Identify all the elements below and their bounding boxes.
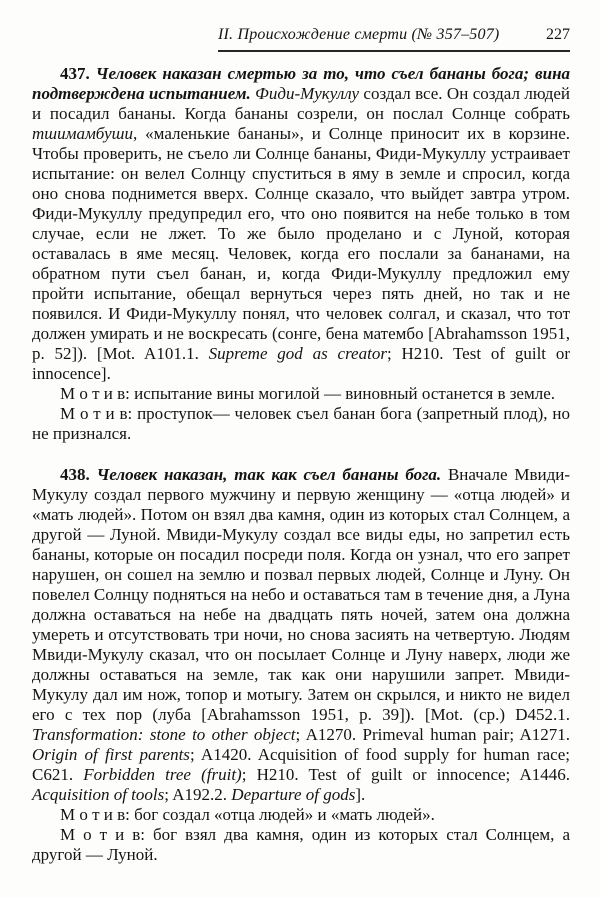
- text-block: [32, 64, 570, 865]
- page-number: 227: [546, 26, 570, 43]
- running-head: [32, 26, 570, 52]
- running-head-row: [218, 26, 570, 50]
- running-title: II. Происхождение смерти (№ 357–507): [218, 26, 500, 43]
- header-rule: [218, 50, 570, 52]
- entry-437-paragraph: 437. Человек наказан смертью за то, что съел бананы бога; вина подтверждена испытанием. Фиди-Мукуллу создал все. Он создал людей и посадил бананы. Когда бананы созрели, он послал Солнце собрать тшимамбуши, «маленькие бананы», и Солнце приносит их в корзине. Чтобы проверить, не съело ли Солнце бананы, Фиди-Мукуллу устраивает испытание: он велел Солнцу спуститься в яму в земле и спросил, когда оно снова поднимется вверх. Солнце сказало, что выйдет завтра утром. Фиди-Мукуллу предупредил его, что оно появится на небе только в том случае, если не лжет. То же было проделано и с Луной, которая оставалась в яме месяц. Человек, когда его послали за бананами, на обратном пути съел банан, и, когда Фиди-Мукуллу предложил ему пройти испытание, обещал вернуться через пять дней, но так и не появился. И Фиди-Мукуллу понял, что человек солгал, и сказал, что тот должен умирать и не воскресать (сонге, бена матембо [Abrahamsson 1951, p. 52]). [Mot. A101.1. Supreme god as creator; H210. Test of guilt or innocence].: [32, 64, 571, 383]
- entry-437-motif-1: М о т и в: испытание вины могилой — виновный останется в земле.: [60, 384, 556, 403]
- entry-438-motif-1: М о т и в: бог создал «отца людей» и «мать людей».: [60, 805, 435, 824]
- entry-438-paragraph: 438. Человек наказан, так как съел бананы бога. Вначале Мвиди-Мукулу создал первого мужчину и первую женщину — «отца людей» и «мать людей». Потом он взял два камня, один из которых стал Солнцем, а другой — Луной. Мвиди-Мукулу создал все виды еды, но запретил есть бананы, которые он посадил посреди поля. Когда он узнал, что его запрет нарушен, он сошел на землю и позвал первых людей, Солнце и Луну. Он повелел Солнцу подняться на небо и оставаться там в течение дня, а Луна должна оставаться на небе на двадцать пять ночей, затем она должна умереть и отсутствовать три ночи, но снова засиять на четвертую. Людям Мвиди-Мукулу сказал, что он посылает Солнце и Луну наверх, люди же должны оставаться на земле, так как они нарушили запрет. Мвиди-Мукулу дал им нож, топор и мотыгу. Затем он скрылся, и никто не видел его с тех пор (луба [Abrahamsson 1951, p. 39]). [Mot. (ср.) D452.1. Transformation: stone to other object; A1270. Primeval human pair; A1271. Origin of first parents; A1420. Acquisition of food supply for human race; C621. Forbidden tree (fruit); H210. Test of guilt or innocence; A1446. Acquisition of tools; A192.2. Departure of gods].: [32, 465, 571, 804]
- entry-437-motif-2: М о т и в: проступок— человек съел банан бога (запретный плод), но не признался.: [32, 404, 570, 443]
- entry-438-motif-2: М о т и в: бог взял два камня, один из которых стал Солнцем, а другой — Луной.: [32, 825, 570, 864]
